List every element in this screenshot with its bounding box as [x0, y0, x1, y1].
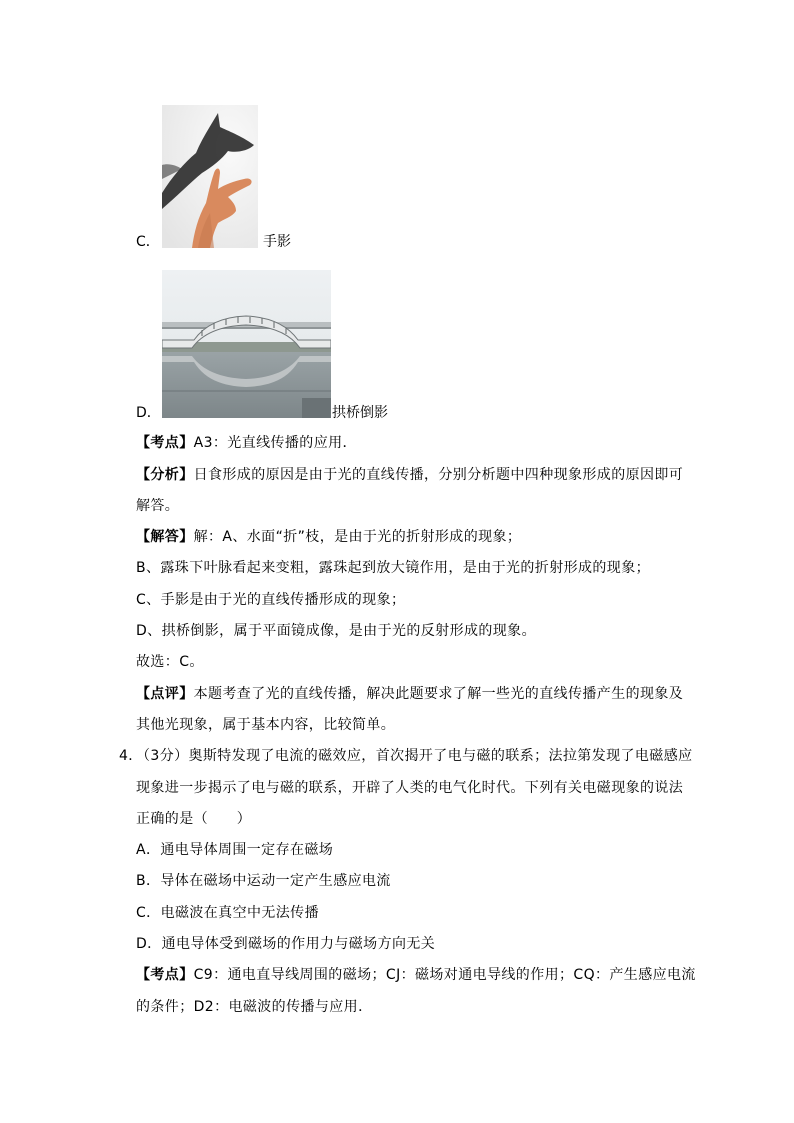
option-d-caption: 拱桥倒影: [332, 405, 388, 421]
jieda-tag: 【解答】: [136, 529, 194, 545]
arch-bridge-illustration: [162, 270, 331, 418]
fenxi-tag: 【分析】: [136, 467, 194, 483]
q3-answer: 故选：C。: [136, 654, 204, 670]
hand-shadow-illustration: [162, 105, 258, 248]
q3-kaodian: [136, 433, 357, 453]
option-c-caption: 手影: [263, 234, 291, 250]
q3-fenxi: [136, 465, 683, 485]
q4-kaodian-tag: 【考点】: [136, 967, 194, 983]
q4-option-c: C．电磁波在真空中无法传播: [136, 905, 319, 921]
option-d-letter: D．: [136, 405, 161, 421]
q3-dianping: [136, 684, 683, 704]
dianping-tag: 【点评】: [136, 686, 194, 702]
hand-shadow-image: [162, 105, 258, 248]
q3-jieda: [136, 527, 521, 547]
q4-option-d: D．通电导体受到磁场的作用力与磁场方向无关: [136, 936, 436, 952]
q4-kaodian-line1: C9：通电直导线周围的磁场；CJ：磁场对通电导线的作用；CQ：产生感应电流: [193, 967, 696, 983]
q4-kaodian: [136, 965, 696, 985]
q4-stem-line3: 正确的是（ ）: [136, 811, 252, 827]
q4-number: 4．: [119, 748, 143, 764]
q4-stem-line2: 现象进一步揭示了电与磁的联系，开辟了人类的电气化时代。下列有关电磁现象的说法: [136, 780, 684, 796]
q3-fenxi-line2: 解答。: [136, 498, 180, 514]
dianping-line1: 本题考查了光的直线传播，解决此题要求了解一些光的直线传播产生的现象及: [193, 686, 684, 702]
q4-option-b: B．导体在磁场中运动一定产生感应电流: [136, 873, 391, 889]
option-c-letter: C．: [136, 234, 160, 250]
q3-dianping-line2: 其他光现象，属于基本内容，比较简单。: [136, 717, 396, 733]
q4-option-a: A．通电导体周围一定存在磁场: [136, 842, 334, 858]
q3-jieda-line2: B、露珠下叶脉看起来变粗，露珠起到放大镜作用，是由于光的折射形成的现象；: [136, 560, 651, 576]
q4-kaodian-line2: 的条件；D2：电磁波的传播与应用．: [136, 999, 373, 1015]
kaodian-tag: 【考点】: [136, 435, 194, 451]
q3-jieda-line3: C、手影是由于光的直线传播形成的现象；: [136, 592, 406, 608]
jieda-line1: 解：A、水面“折”枝，是由于光的折射形成的现象；: [193, 529, 522, 545]
arch-bridge-image: [162, 270, 331, 418]
fenxi-line1: 日食形成的原因是由于光的直线传播，分别分析题中四种现象形成的原因即可: [193, 467, 684, 483]
q3-jieda-line4: D、拱桥倒影，属于平面镜成像，是由于光的反射形成的现象。: [136, 623, 536, 639]
kaodian-text: A3：光直线传播的应用．: [193, 435, 357, 451]
q4-stem-line1: （3分）奥斯特发现了电流的磁效应，首次揭开了电与磁的联系；法拉第发现了电磁感应: [136, 748, 693, 764]
